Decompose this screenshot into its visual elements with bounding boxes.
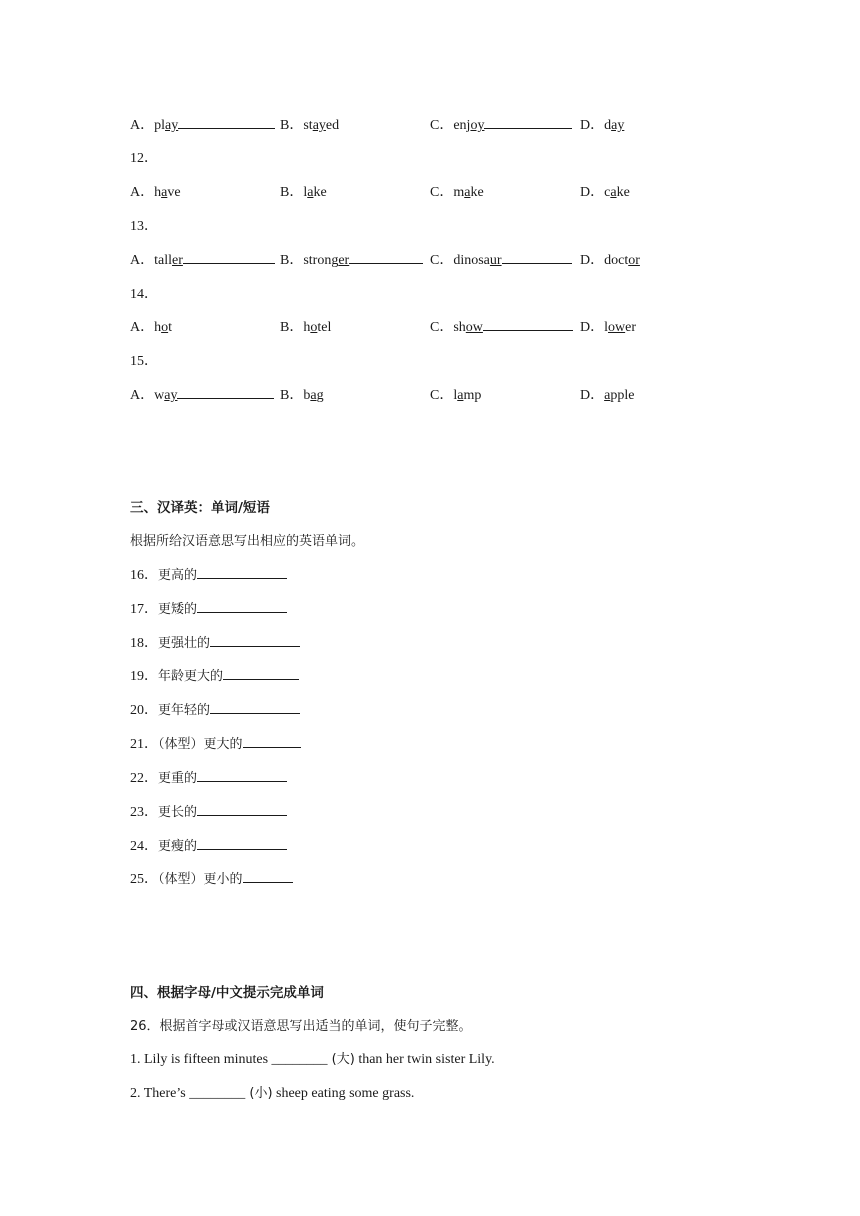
answer-blank <box>197 802 287 816</box>
option-a: A．hot <box>130 320 173 335</box>
answer-blank: ________ <box>271 1052 328 1067</box>
answer-blank <box>177 385 274 399</box>
option-c: C．make <box>430 185 484 200</box>
option-b: B．stronger <box>280 249 423 269</box>
question-number: 14． <box>130 287 158 302</box>
answer-blank <box>243 734 301 748</box>
answer-blank <box>178 115 275 129</box>
answer-blank <box>197 768 287 782</box>
translation-item: 20．更年轻的 <box>130 699 300 719</box>
option-b: B．hotel <box>280 320 332 335</box>
option-c: C．dinosaur <box>430 249 572 269</box>
translation-item: 18．更强壮的 <box>130 632 300 652</box>
answer-blank <box>243 869 293 883</box>
option-a: A．have <box>130 185 181 200</box>
translation-item: 24．更瘦的 <box>130 835 287 855</box>
answer-blank <box>502 250 572 264</box>
section-instruction: 26．根据首字母或汉语意思写出适当的单词，使句子完整。 <box>130 1019 472 1034</box>
option-d: D．day <box>580 118 625 133</box>
question-number: 13． <box>130 219 158 234</box>
translation-item: 25．（体型）更小的 <box>130 868 293 888</box>
option-c: C．show <box>430 316 573 336</box>
answer-blank <box>210 633 300 647</box>
option-d: D．apple <box>580 388 635 403</box>
sentence-item: 1. Lily is fifteen minutes ________ (大) than her twin sister Lily. <box>130 1052 495 1067</box>
answer-blank <box>349 250 423 264</box>
answer-blank <box>210 700 300 714</box>
question-number: 15． <box>130 354 158 369</box>
section-heading: 四、根据字母/中文提示完成单词 <box>130 985 324 1001</box>
translation-item: 23．更长的 <box>130 801 287 821</box>
translation-item: 16．更高的 <box>130 564 287 584</box>
option-d: D．cake <box>580 185 630 200</box>
option-a: A．taller <box>130 249 275 269</box>
translation-item: 21．（体型）更大的 <box>130 733 301 753</box>
option-c: C．lamp <box>430 388 482 403</box>
answer-blank <box>183 250 275 264</box>
translation-item: 17．更矮的 <box>130 598 287 618</box>
option-b: B．bag <box>280 388 324 403</box>
answer-blank <box>483 317 573 331</box>
answer-blank <box>223 666 299 680</box>
answer-blank: ________ <box>189 1086 246 1101</box>
section-instruction: 根据所给汉语意思写出相应的英语单词。 <box>130 534 365 549</box>
answer-blank <box>484 115 572 129</box>
translation-item: 19．年龄更大的 <box>130 665 299 685</box>
option-d: D．doctor <box>580 253 640 268</box>
option-a: A．way <box>130 384 274 404</box>
option-c: C．enjoy <box>430 114 572 134</box>
answer-blank <box>197 836 287 850</box>
option-b: B．lake <box>280 185 327 200</box>
option-b: B．stayed <box>280 118 340 133</box>
answer-blank <box>197 565 287 579</box>
section-heading: 三、汉译英：单词/短语 <box>130 500 270 516</box>
translation-item: 22．更重的 <box>130 767 287 787</box>
answer-blank <box>197 599 287 613</box>
sentence-item: 2. There’s ________ (小) sheep eating some grass. <box>130 1086 415 1101</box>
option-a: A．play <box>130 114 275 134</box>
question-number: 12． <box>130 151 158 166</box>
option-d: D．lower <box>580 320 637 335</box>
